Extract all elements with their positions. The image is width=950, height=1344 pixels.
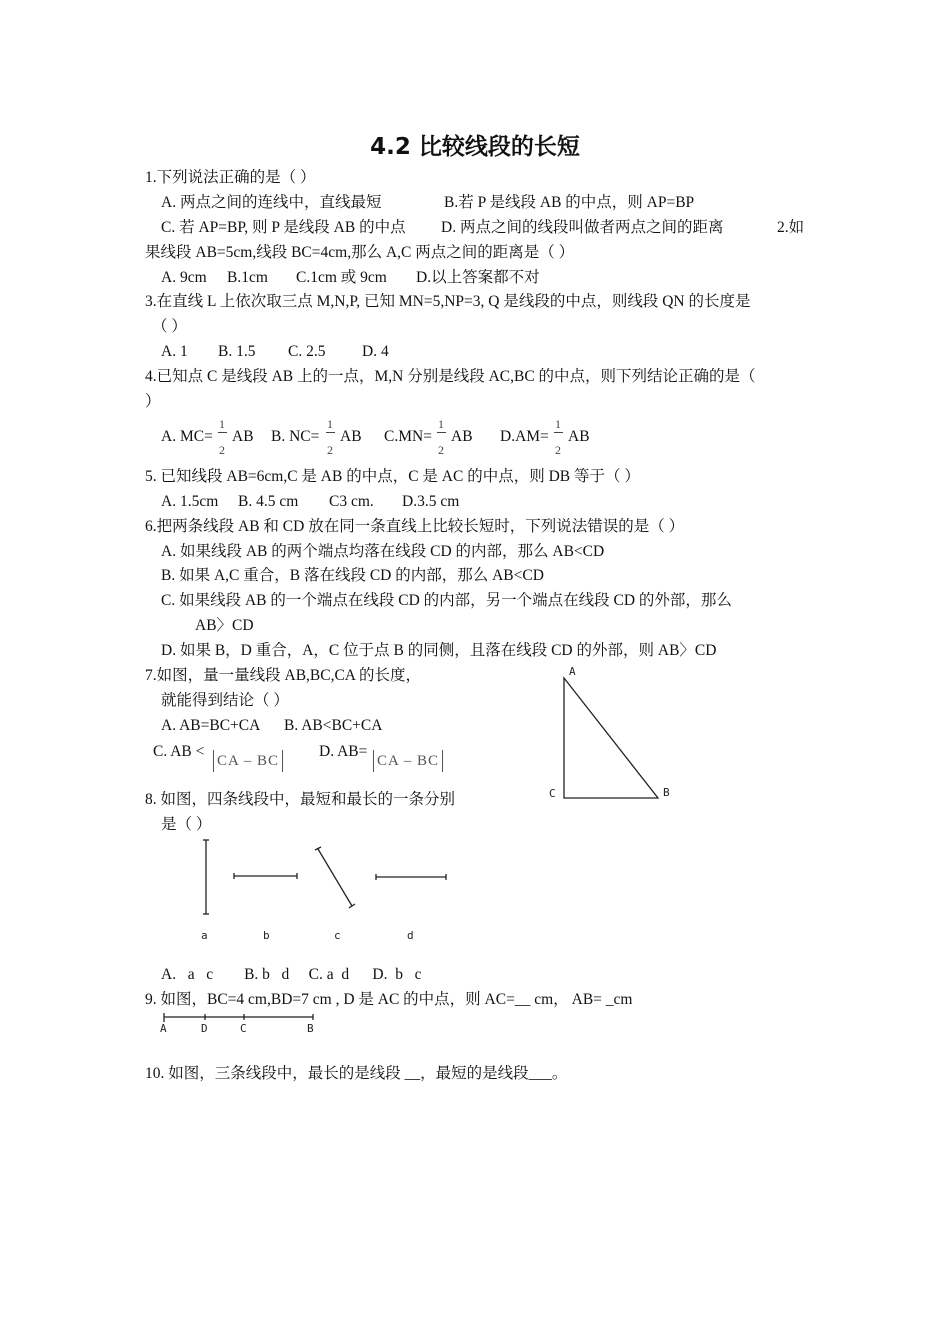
q5-option-d: D.3.5 cm xyxy=(402,493,460,510)
q9-label-b: B xyxy=(307,1022,314,1035)
q4-c-suffix: AB xyxy=(451,428,473,445)
q9-stem: 9. 如图，BC=4 cm,BD=7 cm , D 是 AC 的中点，则 AC=__ cm， AB= _cm xyxy=(145,991,633,1008)
q4-d-numerator: 1 xyxy=(555,417,561,431)
q6-option-c-cont: AB〉CD xyxy=(195,617,254,634)
q3-option-b: B. 1.5 xyxy=(218,343,256,360)
q4-b-numerator: 1 xyxy=(327,417,333,431)
q8-label-b: b xyxy=(263,929,270,942)
q2-option-d: D.以上答案都不对 xyxy=(416,269,540,286)
q4-d-denominator: 2 xyxy=(555,443,561,457)
q6-option-d: D. 如果 B，D 重合，A，C 位于点 B 的同侧，且落在线段 CD 的外部，则 AB〉CD xyxy=(161,642,717,659)
q9-label-a: A xyxy=(160,1022,167,1035)
q3-option-d: D. 4 xyxy=(362,343,389,360)
q7-label-b: B xyxy=(663,786,670,799)
q4-a-suffix: AB xyxy=(232,428,254,445)
q4-a-fraction-bar xyxy=(218,432,227,433)
q4-c-fraction-bar xyxy=(437,432,446,433)
q4-c-numerator: 1 xyxy=(438,417,444,431)
q7-triangle-figure xyxy=(540,660,690,810)
q2-stem: 果线段 AB=5cm,线段 BC=4cm,那么 A,C 两点之间的距离是（ ） xyxy=(145,244,575,261)
q4-a-numerator: 1 xyxy=(219,417,225,431)
q5-stem: 5. 已知线段 AB=6cm,C 是 AB 的中点，C 是 AC 的中点，则 DB 等于（ ） xyxy=(145,468,640,485)
q1-stem: 1.下列说法正确的是（ ） xyxy=(145,169,316,186)
q8-stem-cont: 是（ ） xyxy=(161,816,212,833)
q7-triangle xyxy=(564,678,658,798)
q5-option-c: C3 cm. xyxy=(329,493,374,510)
q4-c-denominator: 2 xyxy=(438,443,444,457)
q7-option-a: A. AB=BC+CA xyxy=(161,717,261,734)
q7-option-d-abs: CA – BC xyxy=(373,750,443,772)
q4-d-fraction-bar xyxy=(554,432,563,433)
q4-b-suffix: AB xyxy=(340,428,362,445)
q4-option-b-prefix: B. NC= xyxy=(271,428,320,445)
q3-stem: 3.在直线 L 上依次取三点 M,N,P, 已知 MN=5,NP=3, Q 是线段的中点，则线段 QN 的长度是 xyxy=(145,293,751,310)
q10-stem: 10. 如图，三条线段中，最长的是线段 __，最短的是线段___。 xyxy=(145,1065,568,1082)
q5-option-b: B. 4.5 cm xyxy=(238,493,299,510)
q1-option-a: A. 两点之间的连线中，直线最短 xyxy=(161,194,382,211)
q1-option-d: D. 两点之间的线段叫做者两点之间的距离 xyxy=(441,219,724,236)
q4-stem-bracket: ） xyxy=(145,393,161,410)
q7-option-c-abs: CA – BC xyxy=(213,750,283,772)
q7-option-c-prefix: C. AB < xyxy=(153,743,205,760)
q2-option-c: C.1cm 或 9cm xyxy=(296,269,387,286)
q7-label-a: A xyxy=(569,665,576,678)
q8-segments-figure xyxy=(190,835,460,950)
q6-option-a: A. 如果线段 AB 的两个端点均落在线段 CD 的内部，那么 AB<CD xyxy=(161,543,605,560)
q8-stem: 8. 如图，四条线段中，最短和最长的一条分别 xyxy=(145,791,456,808)
q6-stem: 6.把两条线段 AB 和 CD 放在同一条直线上比较长短时，下列说法错误的是（ ） xyxy=(145,518,685,535)
q7-option-b: B. AB<BC+CA xyxy=(284,717,383,734)
q4-b-denominator: 2 xyxy=(327,443,333,457)
q2-option-b: B.1cm xyxy=(227,269,268,286)
q2-option-a: A. 9cm xyxy=(161,269,207,286)
q7-option-d-prefix: D. AB= xyxy=(319,743,368,760)
q9-line-figure xyxy=(155,1010,325,1036)
q3-option-c: C. 2.5 xyxy=(288,343,326,360)
q7-stem: 7.如图，量一量线段 AB,BC,CA 的长度， xyxy=(145,667,422,684)
segment-c xyxy=(318,849,352,906)
page-title: 4.2 比较线段的长短 xyxy=(370,134,580,160)
q4-b-fraction-bar xyxy=(326,432,335,433)
q4-stem: 4.已知点 C 是线段 AB 上的一点，M,N 分别是线段 AC,BC 的中点，则下列结论正确的是（ xyxy=(145,368,756,385)
q3-stem-bracket: （ ） xyxy=(152,318,187,335)
q8-label-d: d xyxy=(407,929,414,942)
q4-option-d-prefix: D.AM= xyxy=(500,428,549,445)
q7-label-c: C xyxy=(549,787,556,800)
q9-label-c: C xyxy=(240,1022,247,1035)
q4-d-suffix: AB xyxy=(568,428,590,445)
q4-option-a-prefix: A. MC= xyxy=(161,428,213,445)
q8-label-c: c xyxy=(334,929,341,942)
segment-c-cap-bottom xyxy=(349,904,355,908)
q6-option-b: B. 如果 A,C 重合，B 落在线段 CD 的内部，那么 AB<CD xyxy=(161,567,544,584)
q6-option-c: C. 如果线段 AB 的一个端点在线段 CD 的内部，另一个端点在线段 CD 的外部，那么 xyxy=(161,592,732,609)
q2-stem-start: 2.如 xyxy=(777,219,805,236)
q3-option-a: A. 1 xyxy=(161,343,188,360)
q4-a-denominator: 2 xyxy=(219,443,225,457)
q1-option-b: B.若 P 是线段 AB 的中点，则 AP=BP xyxy=(444,194,695,211)
q8-options: A. a c B. b d C. a d D. b c xyxy=(161,966,422,983)
q7-stem-cont: 就能得到结论（ ） xyxy=(161,692,289,709)
q8-label-a: a xyxy=(201,929,208,942)
q5-option-a: A. 1.5cm xyxy=(161,493,219,510)
q4-option-c-prefix: C.MN= xyxy=(384,428,432,445)
q1-option-c: C. 若 AP=BP, 则 P 是线段 AB 的中点 xyxy=(161,219,406,236)
q9-label-d: D xyxy=(201,1022,208,1035)
